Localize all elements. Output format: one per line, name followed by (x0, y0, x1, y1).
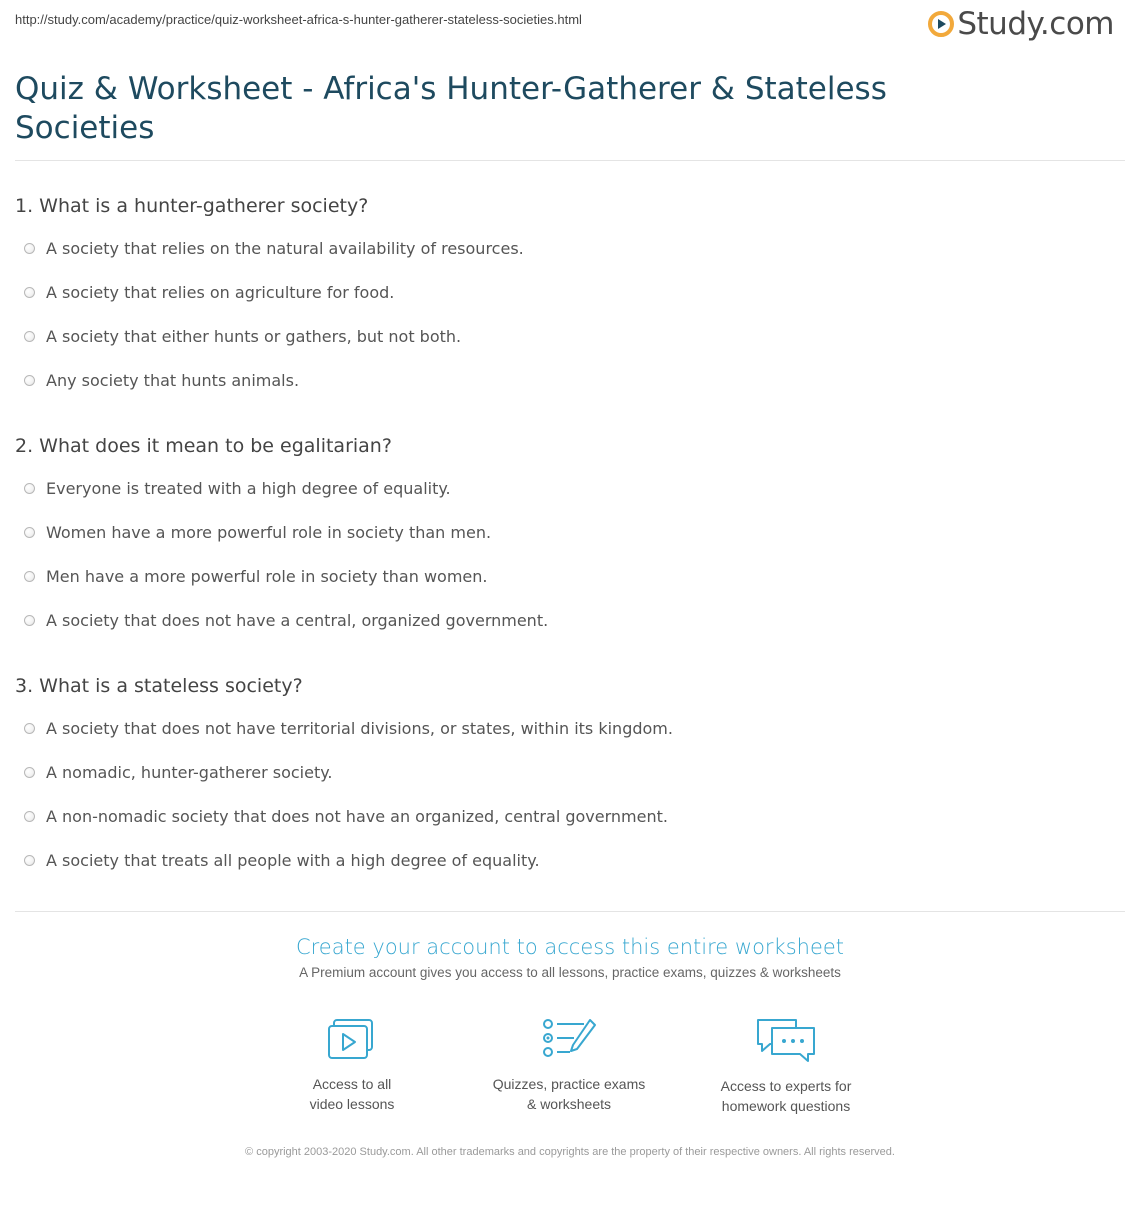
answer-option[interactable] (15, 358, 1115, 402)
answer-option[interactable] (15, 794, 1115, 838)
feature-experts (686, 1016, 886, 1116)
question-text: 1. What is a hunter-gatherer society? (15, 195, 369, 217)
option-label: A society that treats all people with a high degree of equality. (46, 850, 540, 870)
answer-option[interactable] (15, 510, 1115, 554)
option-label: Women have a more powerful role in society than men. (46, 522, 492, 542)
question-2 (15, 434, 1115, 654)
option-label: Men have a more powerful role in society than women. (46, 566, 488, 586)
option-label: A society that relies on the natural availability of resources. (46, 238, 524, 258)
radio-button[interactable] (24, 723, 35, 734)
option-label: Any society that hunts animals. (46, 370, 300, 390)
radio-button[interactable] (24, 767, 35, 778)
answer-option[interactable] (15, 554, 1115, 598)
question-1 (15, 194, 1115, 414)
study-logo[interactable] (928, 6, 1114, 42)
divider (15, 911, 1125, 912)
feature-video-lessons (252, 1016, 452, 1114)
question-text: 3. What is a stateless society? (15, 675, 303, 697)
question-text: 2. What does it mean to be egalitarian? (15, 435, 392, 457)
option-label: A nomadic, hunter-gatherer society. (46, 762, 333, 782)
radio-button[interactable] (24, 527, 35, 538)
answer-option[interactable] (15, 838, 1115, 882)
radio-button[interactable] (24, 811, 35, 822)
option-label: A society that either hunts or gathers, but not both. (46, 326, 462, 346)
feature-label: Access to all video lessons (309, 1076, 395, 1112)
page-url: http://study.com/academy/practice/quiz-worksheet-africa-s-hunter-gatherer-stateless-societies.html (15, 12, 582, 27)
option-label: A society that does not have territorial divisions, or states, within its kingdom. (46, 718, 673, 738)
signup-cta (0, 935, 1140, 980)
copyright-footer: © copyright 2003-2020 Study.com. All other trademarks and copyrights are the property of their respective owners. All rights reserved. (245, 1146, 895, 1158)
answer-option[interactable] (15, 314, 1115, 358)
cta-link[interactable]: Create your account to access this entire worksheet (295, 935, 845, 959)
feature-label: Quizzes, practice exams & worksheets (492, 1076, 646, 1112)
radio-button[interactable] (24, 287, 35, 298)
feature-quizzes (469, 1016, 669, 1114)
radio-button[interactable] (24, 375, 35, 386)
radio-button[interactable] (24, 483, 35, 494)
option-label: A society that does not have a central, organized government. (46, 610, 549, 630)
quiz-checklist-icon (540, 1016, 598, 1062)
video-lessons-icon (325, 1016, 379, 1062)
answer-option[interactable] (15, 270, 1115, 314)
answer-option[interactable] (15, 466, 1115, 510)
radio-button[interactable] (24, 615, 35, 626)
question-3 (15, 674, 1115, 894)
page-title: Quiz & Worksheet - Africa's Hunter-Gatherer & Stateless Societies (15, 71, 887, 146)
cta-subtitle: A Premium account gives you access to all lessons, practice exams, quizzes & worksheets (299, 965, 841, 980)
answer-option[interactable] (15, 226, 1115, 270)
feature-label: Access to experts for homework questions (720, 1078, 852, 1114)
answer-option[interactable] (15, 706, 1115, 750)
option-label: Everyone is treated with a high degree of equality. (46, 478, 451, 498)
option-label: A society that relies on agriculture for food. (46, 282, 395, 302)
answer-option[interactable] (15, 598, 1115, 642)
chat-bubbles-icon (754, 1016, 818, 1064)
radio-button[interactable] (24, 331, 35, 342)
play-circle-icon (928, 11, 954, 37)
radio-button[interactable] (24, 243, 35, 254)
radio-button[interactable] (24, 855, 35, 866)
radio-button[interactable] (24, 571, 35, 582)
option-label: A non-nomadic society that does not have an organized, central government. (46, 806, 668, 826)
divider (15, 160, 1125, 161)
answer-option[interactable] (15, 750, 1115, 794)
logo-text: Study.com (957, 6, 1114, 42)
